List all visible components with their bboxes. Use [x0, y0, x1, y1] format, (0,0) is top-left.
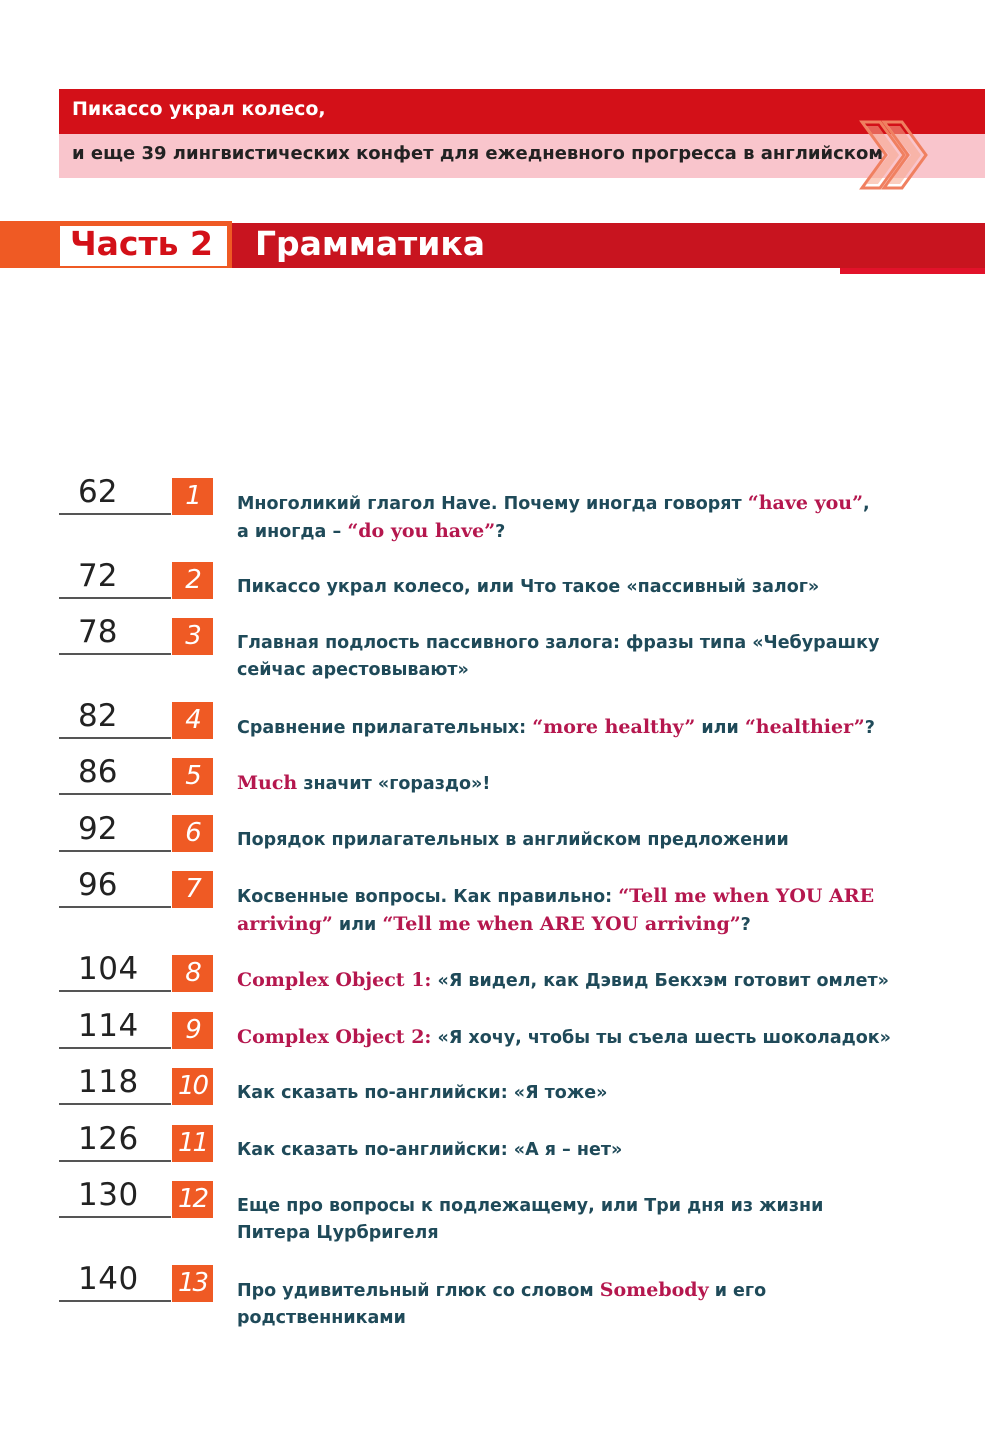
- toc-page-number: 140: [78, 1261, 139, 1297]
- toc-chapter-number: 4: [172, 702, 213, 739]
- toc-chapter-number: 12: [172, 1181, 213, 1218]
- toc-underline: [59, 793, 171, 795]
- toc-chapter-title: Про удивительный глюк со словом Somebody и его родственниками: [237, 1279, 767, 1328]
- toc-chapter-number: 6: [172, 815, 213, 852]
- toc-chapter-title: Косвенные вопросы. Как правильно: “Tell me when YOU ARE arriving” или “Tell me when ARE YOU arriving”?: [237, 885, 875, 935]
- toc-underline: [59, 597, 171, 599]
- toc-underline: [59, 1216, 171, 1218]
- toc-chapter-number: 8: [172, 955, 213, 992]
- toc-chapter-title: Complex Object 1: «Я видел, как Дэвид Бекхэм готовит омлет»: [237, 969, 889, 991]
- toc-chapter-title: Многоликий глагол Have. Почему иногда говорят “have you”, а иногда – “do you have”?: [237, 492, 870, 542]
- toc-page-number: 82: [78, 698, 118, 734]
- toc-chapter-title: Как сказать по-английски: «А я – нет»: [237, 1140, 623, 1160]
- toc-underline: [59, 990, 171, 992]
- toc-underline: [59, 906, 171, 908]
- toc-underline: [59, 653, 171, 655]
- book-title: Пикассо украл колесо,: [72, 98, 326, 120]
- toc-chapter-title: Главная подлость пассивного залога: фразы типа «Чебурашку сейчас арестовывают»: [237, 633, 880, 680]
- section-header-stripe: [840, 268, 985, 274]
- toc-page-number: 62: [78, 474, 118, 510]
- toc-entry-7[interactable]: [0, 867, 985, 951]
- toc-chapter-number: 11: [172, 1125, 213, 1162]
- toc-chapter-number: 2: [172, 562, 213, 599]
- toc-chapter-title: Much значит «гораздо»!: [237, 772, 491, 794]
- toc-page-number: 72: [78, 558, 118, 594]
- toc-chapter-title: Еще про вопросы к подлежащему, или Три дня из жизни Питера Цурбригеля: [237, 1196, 824, 1243]
- toc-chapter-title: Порядок прилагательных в английском предложении: [237, 830, 789, 850]
- toc-entry-3[interactable]: [0, 614, 985, 698]
- toc-underline: [59, 737, 171, 739]
- toc-page-number: 118: [78, 1064, 139, 1100]
- toc-chapter-title: Пикассо украл колесо, или Что такое «пассивный залог»: [237, 577, 820, 597]
- toc-page-number: 96: [78, 867, 118, 903]
- toc-chapter-number: 5: [172, 758, 213, 795]
- toc-chapter-title: Сравнение прилагательных: “more healthy” или “healthier”?: [237, 716, 875, 738]
- section-title: Грамматика: [255, 224, 486, 263]
- book-subtitle: и еще 39 лингвистических конфет для ежедневного прогресса в английском: [72, 143, 884, 164]
- toc-underline: [59, 1103, 171, 1105]
- toc-chapter-title: Как сказать по-английски: «Я тоже»: [237, 1083, 608, 1103]
- toc-underline: [59, 1160, 171, 1162]
- toc-underline: [59, 1047, 171, 1049]
- toc-chapter-number: 13: [172, 1265, 213, 1302]
- toc-chapter-title: Complex Object 2: «Я хочу, чтобы ты съела шесть шоколадок»: [237, 1026, 891, 1048]
- toc-page-number: 92: [78, 811, 118, 847]
- toc-underline: [59, 850, 171, 852]
- toc-underline: [59, 1300, 171, 1302]
- toc-page-number: 114: [78, 1008, 139, 1044]
- toc-chapter-number: 9: [172, 1012, 213, 1049]
- toc-chapter-number: 7: [172, 871, 213, 908]
- toc-page-number: 86: [78, 754, 118, 790]
- toc-page-number: 78: [78, 614, 118, 650]
- toc-chapter-number: 10: [172, 1068, 213, 1105]
- toc-page-number: 126: [78, 1121, 139, 1157]
- toc-page-number: 104: [78, 951, 139, 987]
- part-label: Часть 2: [70, 224, 213, 263]
- toc-chapter-number: 1: [172, 478, 213, 515]
- toc-entry-12[interactable]: [0, 1177, 985, 1261]
- toc-chapter-number: 3: [172, 618, 213, 655]
- toc-underline: [59, 513, 171, 515]
- toc-page-number: 130: [78, 1177, 139, 1213]
- toc-entry-13[interactable]: [0, 1261, 985, 1345]
- toc-entry-1[interactable]: [0, 474, 985, 558]
- double-chevron-right-icon: [858, 118, 930, 192]
